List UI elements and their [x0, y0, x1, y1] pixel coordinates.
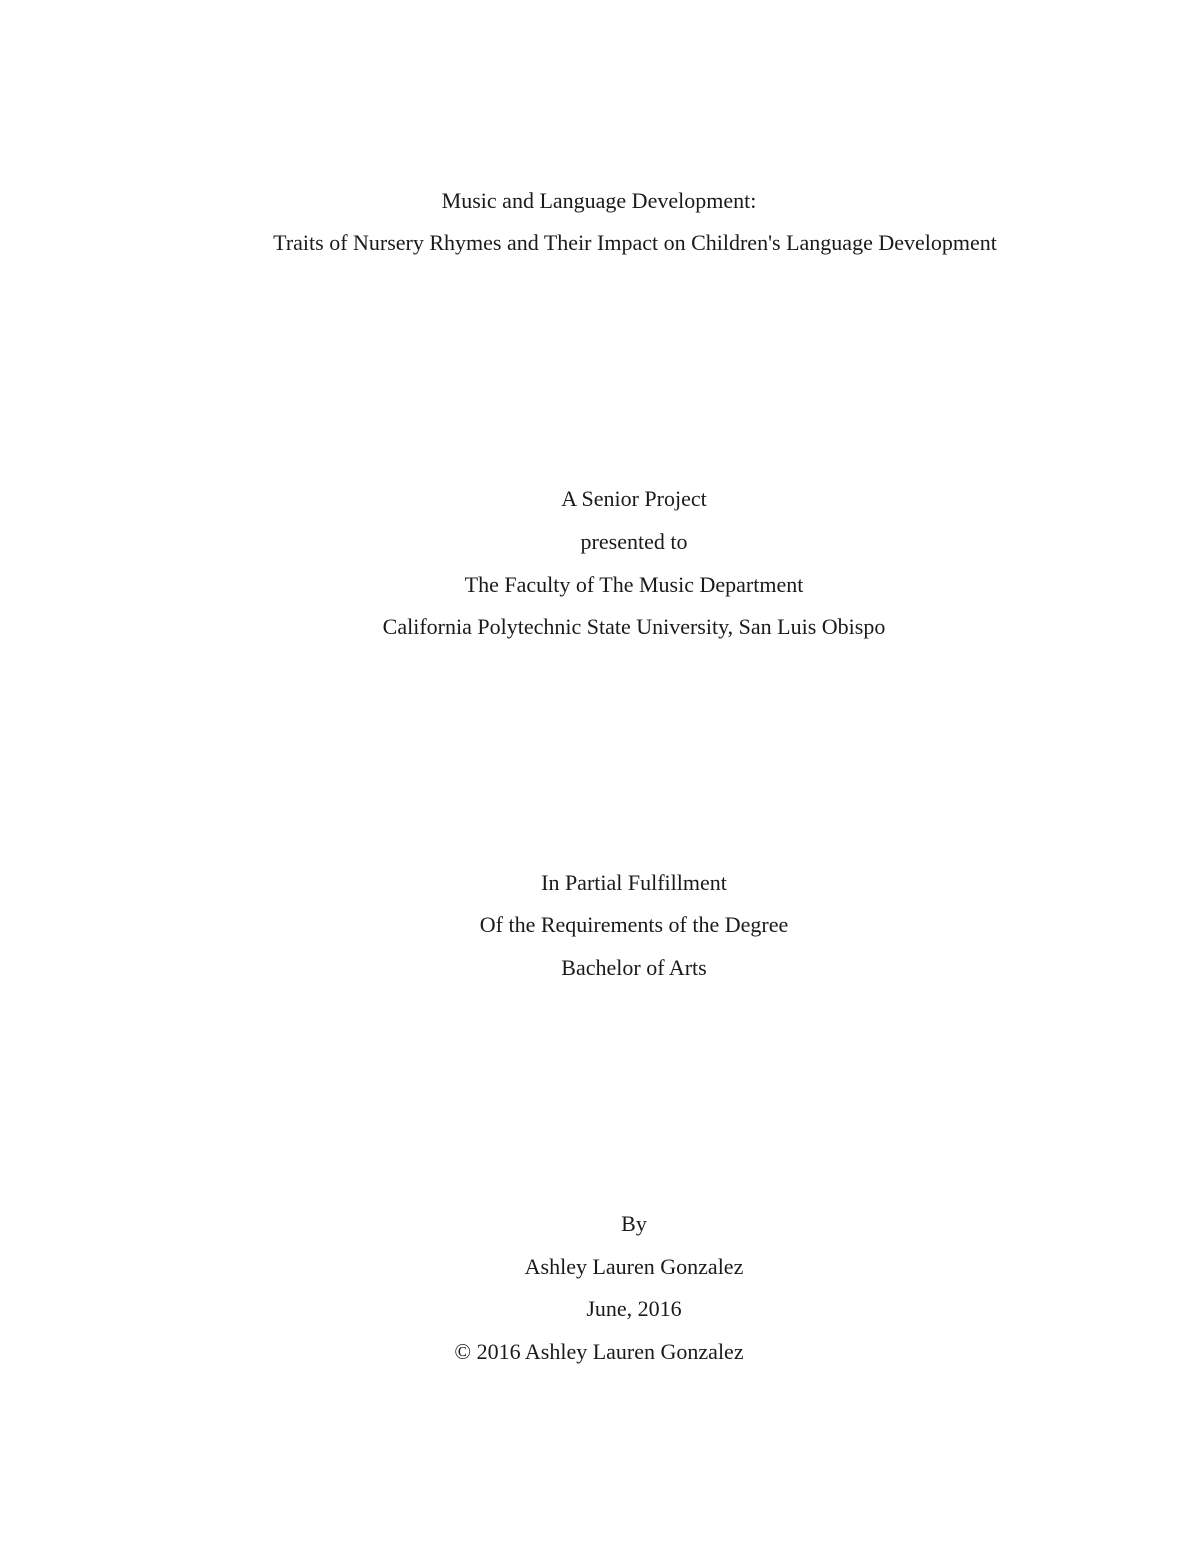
fulfillment-line-2: Of the Requirements of the Degree	[479, 912, 789, 937]
title-line-1: Music and Language Development:	[441, 188, 757, 213]
degree: Bachelor of Arts	[561, 955, 707, 980]
university: California Polytechnic State University, San Luis Obispo	[382, 614, 886, 639]
faculty: The Faculty of The Music Department	[464, 572, 804, 597]
copyright: © 2016 Ashley Lauren Gonzalez	[454, 1339, 744, 1364]
presented-to: presented to	[580, 529, 688, 554]
title-line-2: Traits of Nursery Rhymes and Their Impact on Children's Language Development	[273, 230, 997, 255]
project-type: A Senior Project	[561, 486, 707, 511]
date: June, 2016	[586, 1296, 682, 1321]
fulfillment-line-1: In Partial Fulfillment	[541, 870, 727, 895]
by-label: By	[621, 1211, 647, 1236]
author-name: Ashley Lauren Gonzalez	[524, 1254, 744, 1279]
